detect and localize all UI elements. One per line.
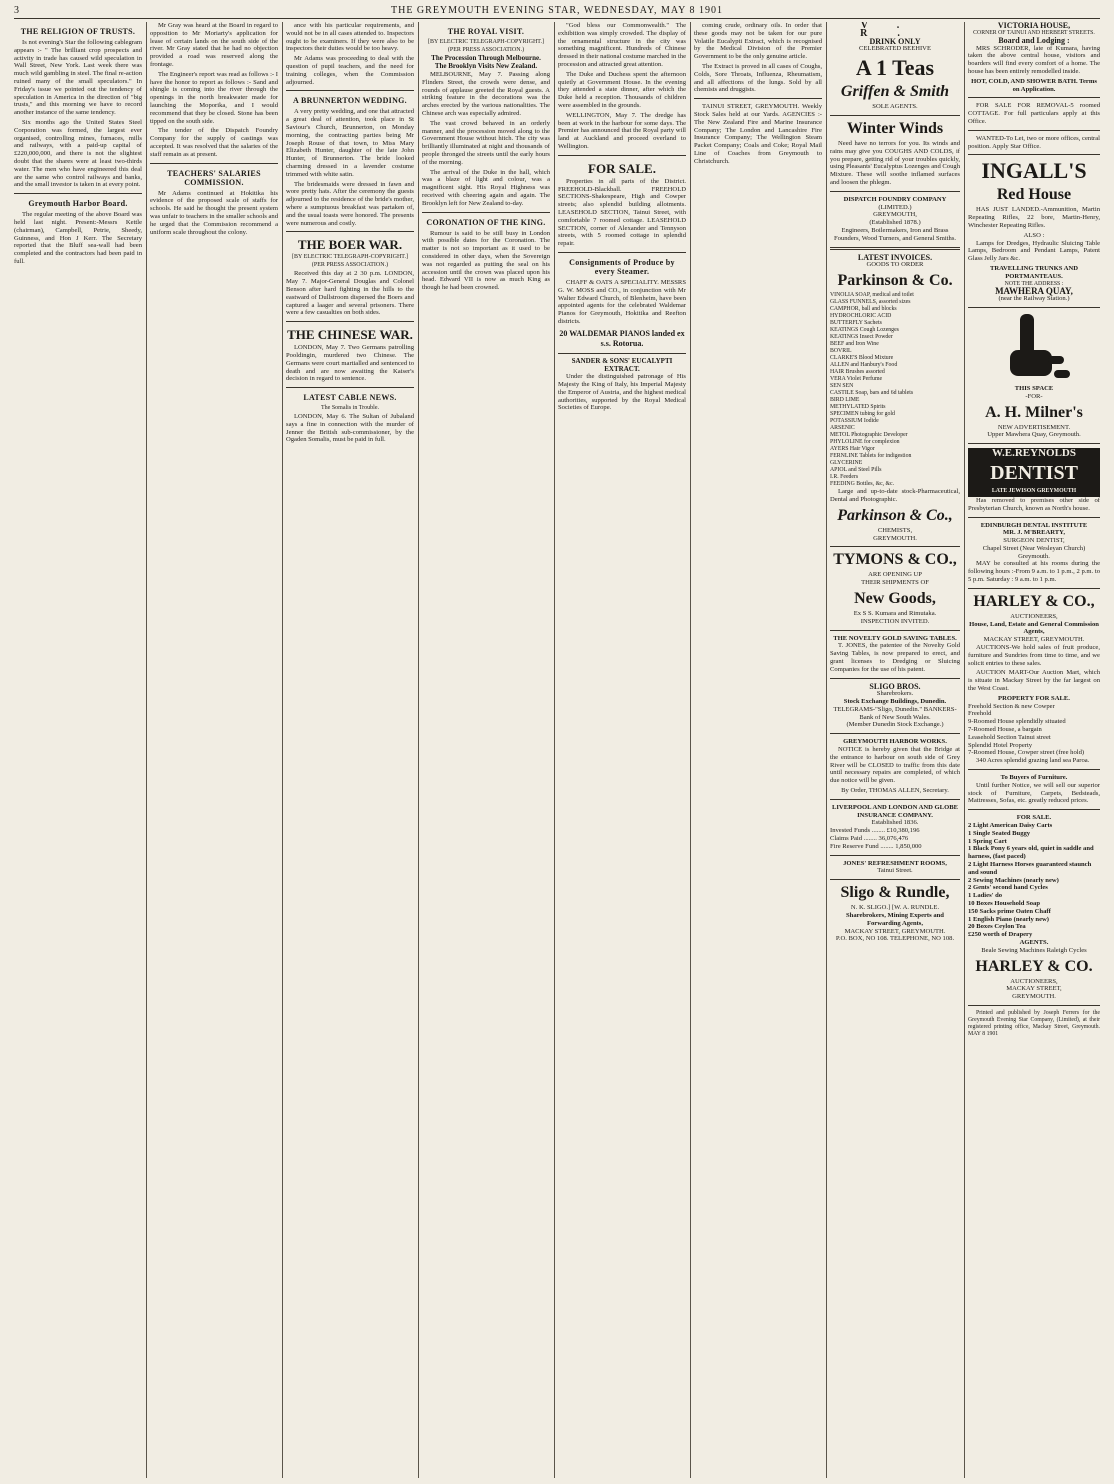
divider (968, 769, 1100, 770)
article-paragraph: "God bless our Commonwealth." The exhibition was simply crowded. The display of the ornamental structure in the city was something magnificent. Hundreds of Chinese dressed in their national costume marched in the procession and attracted great attention. (558, 22, 686, 68)
ad-line: NEW ADVERTISEMENT. (997, 423, 1071, 431)
list-item: KEATINGS Cough Lozenges (830, 327, 899, 334)
ad-line: Ex S S. Kumara and Rimutaka. (853, 609, 937, 617)
list-item: POTASSIUM Iodide (830, 418, 879, 425)
this-space-label: THIS SPACE (1014, 384, 1054, 392)
list-item: 2 Light American Daisy Carts (968, 822, 1053, 829)
column-rule (282, 22, 283, 1478)
sole-agents: SOLE AGENTS. (872, 103, 918, 111)
list-item: 10 Boxes Household Soap (968, 899, 1041, 907)
ingall-heading: INGALL'S (981, 158, 1087, 184)
list-item: I.R. Feeders (830, 474, 859, 481)
tymons-heading: TYMONS & CO., (833, 551, 957, 569)
list-item: PHYLOLINE for complexion (830, 439, 900, 446)
parkinson-chemists-heading: Parkinson & Co., (837, 506, 953, 524)
article-paragraph: The arrival of the Duke in the hall, which was a blaze of light and colour, was a magnificent sight. His Royal Highness was received with cheering again and again. The Brooklyn left for New Zealand to-day. (422, 168, 550, 207)
edinburgh-heading: EDINBURGH DENTAL INSTITUTE (980, 521, 1088, 529)
dentist-subheading: LATE JEWISON GREYMOUTH (968, 486, 1100, 497)
divider (968, 1005, 1100, 1006)
divider (968, 154, 1100, 155)
ad-line: CHEMISTS, (877, 526, 913, 534)
article-paragraph: LONDON, May 6. The Sultan of Jubaland says a fine in connection with the murder of Jenner the British sub-commissioner, by the Ogaden Somalis, must be paid in full. (286, 413, 414, 444)
ad-paragraph: 340 Acres splendid grazing land sea Paroa. (976, 757, 1090, 765)
stats-value: 36,076,476 (878, 835, 909, 843)
article-paragraph: Mr Adams was proceeding to deal with the question of pupil teachers, and the need for training colleges, when the Commission adjourned. (286, 55, 414, 86)
list-item: 7-Roomed House, Cowper street (free hold) (968, 749, 1085, 757)
ad-line: Sharebrokers, Mining Experts and Forwarding Agents, (846, 912, 944, 927)
ad-paragraph: FOR SALE FOR REMOVAL-5 roomed COTTAGE. For full particulars apply at this Office. (968, 102, 1100, 125)
list-item: 2 Gents' second hand Cycles (968, 884, 1048, 892)
ad-line: Upper Mawhera Quay, Greymouth. (987, 431, 1081, 439)
newspaper-title: THE GREYMOUTH EVENING STAR, WEDNESDAY, MAY 8 1901 (390, 5, 723, 16)
divider (968, 97, 1100, 98)
ad-line: GOODS TO ORDER (866, 261, 924, 269)
ad-paragraph: CHAFF & OATS A SPECIALITY. MESSRS G. W. MOSS and CO., in conjunction with Mr Walter Edward Church, of Blenheim, have been appointed agents for the celebrated Waldemar Pianos for Greymouth, Hokitika and Reefton districts. (558, 278, 686, 325)
tables-heading: THE NOVELTY GOLD SAVING TABLES. (833, 634, 957, 642)
invoice-list (830, 292, 960, 488)
ad-line: By Order, THOMAS ALLEN, Secretary. (841, 787, 949, 795)
list-item: CLARKE'S Blood Mixture (830, 355, 894, 362)
list-item: ARSENIC (830, 425, 855, 432)
list-item: BEEF and Iron Wine (830, 341, 879, 348)
dateline: [BY ELECTRIC TELEGRAPH-COPYRIGHT.] (427, 39, 545, 45)
stats-label: Invested Funds (830, 827, 871, 835)
divider (830, 799, 960, 800)
list-item: VINOLIA SOAP, medical and toilet (830, 292, 914, 299)
subheading: The Procession Through Melbourne. (431, 54, 541, 62)
divider (830, 115, 960, 116)
eucalypti-ad-heading: SANDER & SONS' EUCALYPTI EXTRACT. (571, 356, 673, 373)
ad-line: (Established 1878.) (869, 219, 921, 227)
piano-ad: 20 WALDEMAR PIANOS landed ex s.s. Rotorua. (559, 328, 685, 348)
ad-paragraph: Need have no terrors for you. Its winds and rains may give you COUGHS AND COLDS, if you prepare, getting rid of your troubles quickly, using Pleasants' Eucalyptus Lozenges and Cough Mixture. These will soothe inflamed surfaces and loosen the phlegm. (830, 139, 960, 186)
ad-line: -FOR- (1025, 392, 1043, 400)
mcbrearty-heading: MR. J. M'BREARTY, (1003, 529, 1065, 537)
sligo-heading: SLIGO BROS. (869, 681, 921, 691)
column-rule (146, 22, 147, 1478)
ad-line: Established 1836. (871, 819, 919, 827)
ad-line: ALSO : (1023, 231, 1045, 239)
article-heading: LATEST CABLE NEWS. (303, 393, 397, 403)
article-paragraph: A very pretty wedding, and one that attracted a great deal of attention, took place in St Saviour's Church, Brunnerton, on Monday morning, the contracting parties being Mr Joseph Rouse of that town, to Miss Mary Elizabeth Hunter, daughter of the late John Hunter, of Brunnerton. The bride looked charming dressed in a lavender costume trimmed with white satin. (286, 108, 414, 178)
article-paragraph: ance with his particular requirements, and would not be in all cases attended to. Inspectors ought to be examiners. If they were also to be inspectors their duties would be too heavy. (286, 22, 414, 53)
list-item: 1 Ladies' do (968, 892, 1003, 900)
ad-paragraph: NOTICE is hereby given that the Bridge at the entrance to harbour on south side of Grey River will be CLOSED to traffic from this date until necessary repairs are completed, of which due notice will be given. (830, 746, 960, 785)
list-item: 1 Black Pony 6 years old, quiet in saddle and harness, (fast paced) (968, 845, 1094, 861)
ad-line: TRAVELLING TRUNKS AND PORTMANTEAUS. (989, 264, 1079, 280)
dateline: (PER PRESS ASSOCIATION.) (311, 262, 389, 269)
article-heading: TEACHERS' SALARIES COMMISSION. (167, 168, 261, 187)
list-item: CAMPHOR, ball and blocks (830, 306, 897, 313)
list-item: FEEDING Bottles, &c, &c. (830, 481, 895, 488)
stats-row: Invested Funds ........ £10,380,196 (830, 827, 920, 835)
winter-winds-heading: Winter Winds (846, 119, 944, 137)
ad-heading: FOR SALE. (588, 160, 656, 176)
divider (150, 163, 278, 164)
article-heading: THE CHINESE WAR. (287, 327, 413, 343)
ad-line: MACKAY STREET, GREYMOUTH. (983, 636, 1085, 644)
column-rule (418, 22, 419, 1478)
list-item: 1 English Piano (nearly new) (968, 915, 1049, 923)
article-paragraph: The regular meeting of the above Board was held last night. Present:-Messrs Kettle (chairman), Campbell, Petrie, Sheedy, Guinness, and Hon J Kerr. The Secretary reported that the Bluff sea-wall had been completed and the contractors had been paid in full. (14, 211, 142, 265)
ad-line: THEIR SHIPMENTS OF (861, 579, 929, 587)
stats-row: Claims Paid ........ 36,076,476 (830, 835, 909, 843)
stats-row: Fire Reserve Fund ........ 1,850,000 (830, 842, 922, 850)
column-4 (422, 22, 550, 1478)
list-item: ALLEN and Hanbury's Food (830, 362, 898, 369)
list-item: Freehold Section & new Cowper (968, 702, 1055, 710)
ad-paragraph: T. JONES, the patentee of the Novelty Gold Saving Tables, is now prepared to erect, and grant licenses to Dredging or Sluicing Companies for the use of his patent. (830, 642, 960, 673)
divider (422, 212, 550, 213)
column-6 (694, 22, 822, 1478)
ad-paragraph: HAS JUST LANDED.-Ammunition, Martin Repeating Rifles, 22 bore, Martin-Henry, Winchester Repeating Rifles. (968, 206, 1100, 229)
list-item: Freehold (968, 710, 992, 718)
subheading: The Somalis in Trouble. (320, 405, 379, 412)
list-item: 2 Light Harness Horses guaranteed staunch and sound (968, 860, 1092, 876)
agents-heading: AGENTS. (1019, 938, 1049, 946)
ad-paragraph: AUCTIONS-We hold sales of fruit produce, furniture and Sundries from time to time, and we solicit entries to these sales. (968, 644, 1100, 667)
refreshment-heading: JONES' REFRESHMENT ROOMS, (843, 859, 947, 867)
article-paragraph: Six months ago the United States Steel Corporation was formed, the largest ever organised, controlling mines, furnaces, mills and railways, with a paid-up capital of £220,000,000, and there is not the slightest doubt that the shares were at least two-thirds water. The men who have engineered this deal are the same who control railways and banks, and the small investor is taken in at every point. (14, 118, 142, 189)
forsale-heading: FOR SALE. (1016, 814, 1052, 822)
list-item: BIRD LIME (830, 397, 860, 404)
ad-line: SURGEON DENTIST, (1003, 537, 1065, 545)
divider (14, 193, 142, 194)
list-item: HAIR Brushes assorted (830, 369, 885, 376)
griffen-smith: Griffen & Smith (840, 83, 950, 101)
dentist-heading: DENTIST (968, 460, 1100, 486)
article-paragraph: The bridesmaids were dressed in fawn and wore pretty hats. After the ceremony the guests adjourned to the residence of the bride's mother, where a sumptuous breakfast was partaken of, and the usual toasts were honored. The presents were numerous and costly. (286, 180, 414, 227)
article-paragraph: The Engineer's report was read as follows :- I have the honor to report as follows :- Sand and shingle is coming into the river through the openings in the north breakwater made for launching the Moporika, and I would recommend that they be closed. Stone has been tipped on the south side. (150, 70, 278, 125)
column-8 (968, 22, 1100, 1478)
ad-paragraph: Has removed to premises other side of Presbyterian Church, known as North's house. (968, 496, 1100, 512)
ad-line: ARE OPENING UP (868, 571, 922, 579)
stats-value: £10,380,196 (886, 827, 920, 835)
list-item: Splendid Hotel Property (968, 741, 1033, 749)
dateline: (PER PRESS ASSOCIATION.) (447, 47, 525, 53)
mawhera-heading: MAWHERA QUAY, (995, 285, 1073, 296)
property-list (968, 703, 1100, 758)
article-paragraph: Rumour is said to be still busy in London with possible dates for the Coronation. The matter is not so important as it used to be considered in other days, when the Sovereign was not regarded as putting the seal on his accession until the crown was placed upon his head. Edward VII is now as much King as though he had been crowned. (422, 229, 550, 292)
list-item: 150 Sacks prime Oaten Chaff (968, 907, 1051, 915)
ad-line: (LIMITED.) (878, 203, 912, 211)
ad-line: HOT, COLD, AND SHOWER BATH. Terms on Application. (971, 77, 1097, 93)
ad-line: GREYMOUTH, (873, 211, 917, 219)
article-paragraph: The tender of the Dispatch Foundry Company for the supply of castings was accepted. It was resolved that the salaries of the staff remain as at present. (150, 127, 278, 158)
divider (968, 809, 1100, 810)
divider (286, 387, 414, 388)
list-item: VERA Violet Perfume (830, 376, 883, 383)
harbor-works-heading: GREYMOUTH HARBOR WORKS. (843, 738, 947, 746)
article-paragraph: Is not evening's Star the following cablegram appears :- " The brilliant crop prospects and activity in trade has caused wild speculation in Wall Street, New York. Last week there was much wild gambling in steel. The final re-action ruined many of the small speculators." In Friday's issue we pointed out the tendency of speculation in America in the direction of "big trusts," and this morning we have to record another instance of the same tendency. (14, 39, 142, 117)
list-item: SPECIMEN tubing for gold (830, 411, 895, 418)
victoria-house-heading: VICTORIA HOUSE, (997, 22, 1071, 30)
hand-pointer-icon (968, 312, 1100, 382)
new-goods-heading: New Goods, (854, 589, 936, 607)
page-columns (14, 22, 1100, 1478)
list-item: APIOL and Steel Pills (830, 467, 882, 474)
list-item: KEATINGS Insect Powder (830, 334, 893, 341)
list-item: £250 worth of Drapery (968, 931, 1033, 939)
board-heading: Board and Lodging : (998, 35, 1070, 45)
column-rule (690, 22, 691, 1478)
divider (286, 231, 414, 232)
ad-line: N. K. SLIGO.] [W. A. RUNDLE. (850, 904, 940, 912)
beehive-label: CELEBRATED BEEHIVE (859, 45, 931, 53)
milner-heading: A. H. Milner's (985, 403, 1083, 421)
ad-paragraph: coming crude, ordinary oils. In order that these goods may not be taken for our pure Volatile Eucalypti Extract, which is recognised by the Medical Division of the Premier Government to be the only genuine article. (694, 22, 822, 61)
ad-line: AUCTIONEERS, (1010, 612, 1058, 620)
list-item: 1 Single Seated Buggy (968, 829, 1031, 837)
article-paragraph: WELLINGTON, May 7. The dredge has been at work in the harbour for some days. The Premier has announced that the Royal party will land at Auckland and proceed overland to Wellington. (558, 111, 686, 150)
ad-paragraph: Under the distinguished patronage of His Majesty the King of Italy, his Imperial Majesty the Emperor of Austria, and the highest medical authorities, supported by the Royal Medical Societies of Europe. (558, 373, 686, 412)
column-rule (826, 22, 827, 1478)
ad-paragraph: MAY be consulted at his rooms during the following hours :-From 9 a.m. to 1 p.m., 2 p.m. to 5 p.m. Saturday : 9 a.m. to 1 p.m. (968, 560, 1100, 584)
divider (968, 130, 1100, 131)
article-heading: THE RELIGION OF TRUSTS. (20, 27, 136, 36)
divider (968, 307, 1100, 308)
column-rule (964, 22, 965, 1478)
divider (286, 90, 414, 91)
column-1 (14, 22, 142, 1478)
ad-line: Engineers, Boilermakers, Iron and Brass Founders, Wood Turners, and General Smiths. (833, 226, 957, 242)
property-heading: PROPERTY FOR SALE. (998, 694, 1070, 702)
list-item: 2 Sewing Machines (nearly new) (968, 876, 1059, 884)
divider (694, 98, 822, 99)
ad-paragraph: MRS SCHRODER, late of Kumara, having taken the above central house, visitors and boarders will find every comfort of a home. The house has been entirely remodelled inside. (968, 44, 1100, 75)
harley-heading: HARLEY & CO., (973, 592, 1095, 610)
list-item: GLYCERINE (830, 460, 863, 467)
ad-paragraph: The Extract is proved in all cases of Coughs, Colds, Sore Throats, Influenza, Rheumatism, and all affections of the lungs. Sold by all chemists and druggists. (694, 62, 822, 94)
ad-line: MACKAY STREET, (1006, 985, 1062, 993)
divider (968, 517, 1100, 518)
masthead (14, 4, 1100, 19)
ad-line: NOTE THE ADDRESS : (1004, 280, 1064, 287)
buyers-heading: To Buyers of Furniture. (1000, 774, 1068, 782)
divider (558, 252, 686, 253)
imprint: Printed and published by Joseph Ferrers for the Greymouth Evening Star Company, (Limited), at their registered printing office, Mackay Street, Greymouth. MAY 8 1901 (968, 1009, 1100, 1037)
divider (830, 855, 960, 856)
list-item: 1 Spring Cart (968, 837, 1007, 845)
divider (968, 588, 1100, 589)
ad-line: House, Land, Estate and General Commission Agents, (969, 620, 1099, 636)
stats-label: Claims Paid (830, 835, 863, 843)
divider (830, 879, 960, 880)
article-paragraph: Received this day at 2 30 p.m. LONDON, May 7. Major-General Douglas and Colonel Benson after hard fighting in the hills to the eastward of Dullstroom dispersed the Boers and captured a laager and several prisoners. There were a few casualties on both sides. (286, 270, 414, 317)
list-item: GLASS FUNNELS, assorted sizes (830, 299, 911, 306)
article-paragraph: LONDON, May 7. Two Germans patrolling Pooldingin, murdered two Chinese. The Germans were court martialled and sentenced to death and are now awaiting the Kaiser's decision in regard to sentence. (286, 344, 414, 383)
vr-heading: V. R. (860, 22, 930, 39)
ad-line: MACKAY STREET, GREYMOUTH. (844, 927, 946, 935)
page-number: 3 (14, 5, 20, 16)
list-item: 9-Roomed House splendidly situated (968, 718, 1066, 726)
list-item: 20 Boxes Ceylon Tea (968, 923, 1026, 931)
list-item: METOL Photographic Developer (830, 432, 908, 439)
sligo-rundle-heading: Sligo & Rundle, (840, 884, 950, 902)
reynolds-heading: W.E.REYNOLDS (968, 448, 1100, 460)
divider (558, 155, 686, 156)
list-item: BUTTERFLY Sachets (830, 320, 882, 327)
list-item: METHYLATED Spirits (830, 404, 886, 411)
column-2 (150, 22, 278, 1478)
article-paragraph: The Duke and Duchess spent the afternoon quietly at Government House. In the evening they attended a state dinner, after which the Duke held a reception. Thousands of children were assembled in the grounds. (558, 70, 686, 109)
article-heading: THE ROYAL VISIT. (447, 27, 525, 36)
column-5 (558, 22, 686, 1478)
teas-heading: A 1 Teas (855, 55, 935, 81)
ad-paragraph: Large and up-to-date stock-Pharmaceutical, Dental and Photographic. (830, 488, 960, 503)
insurance-heading: LIVERPOOL AND LONDON AND GLOBE INSURANCE COMPANY. (831, 803, 959, 819)
ad-paragraph: TAINUI STREET, GREYMOUTH. Weekly Stock Sales held at our Yards. AGENCIES :-The New Zealand Fire and Marine Insurance Company; The London and Lancashire Fire Insurance Company; The Wellington Steam Packet Company; Coals and Coke; Royal Mail Line of Coaches from Greymouth to Christchurch. (694, 103, 822, 165)
ad-line: AUCTIONEERS, (1010, 977, 1058, 985)
divider (830, 678, 960, 679)
divider (830, 191, 960, 192)
column-rule (554, 22, 555, 1478)
article-paragraph: The vast crowd behaved in an orderly manner, and the procession moved along to the Government House without hitch. The city was brilliantly illuminated at night and thousands of people thronged the streets until the early hours of the morning. (422, 119, 550, 166)
harley-heading: HARLEY & CO. (975, 957, 1093, 975)
ad-line: (near the Railway Station.) (998, 295, 1070, 303)
article-heading: CORONATION OF THE KING. (426, 217, 546, 227)
subheading: The Brooklyn Visits New Zealand. (434, 62, 538, 70)
divider (830, 630, 960, 631)
drink-only: DRINK ONLY (869, 36, 921, 46)
ad-paragraph: Until further Notice, we will sell our superior stock of Furniture, Carpets, Bedsteads, Mattresses, Sofas, etc. greatly reduced prices. (968, 781, 1100, 805)
article-heading: THE BOER WAR. (297, 237, 403, 253)
list-item: HYDROCHLORIC ACID (830, 313, 892, 320)
ad-line: Chapel Street (Near Wesleyan Church) Greymouth. (982, 544, 1086, 560)
ad-paragraph: WANTED-To Let, two or more offices, central position. Apply Star Office. (968, 134, 1100, 150)
ad-heading: Consignments of Produce by every Steamer. (569, 257, 675, 276)
ad-line: P.O. BOX, NO 108. TELEPHONE, NO 108. (835, 935, 955, 943)
ad-line: GREYMOUTH. (873, 534, 917, 542)
list-item: BOVRIL (830, 348, 852, 355)
ad-line: Stock Exchange Buildings, Dunedin. (843, 698, 947, 706)
invoices-heading: LATEST INVOICES. (857, 252, 933, 262)
divider (558, 353, 686, 354)
divider (830, 546, 960, 547)
article-heading: Greymouth Harbor Board. (28, 199, 128, 209)
ad-paragraph: AUCTION MART-Our Auction Mart, which is situate in Mackay Street by the far largest on the West Coast. (968, 669, 1100, 693)
list-item: Leasehold Section Tainui street (968, 733, 1051, 741)
stats-value: 1,850,000 (895, 842, 922, 850)
ad-paragraph: Lamps for Dredges, Hydraulic Sluicing Table Lamps, Bedroom and Pendant Lamps, Patent Glass Jelly Jars &c. (968, 239, 1100, 263)
ad-line: CORNER OF TAINUI AND HERBERT STREETS. (973, 29, 1095, 36)
list-item: AYERS Hair Vigor (830, 446, 875, 453)
ad-line: TELEGRAMS-"Sligo, Dunedin." BANKERS-Bank of New South Wales. (833, 705, 957, 721)
ad-line: (Member Dunedin Stock Exchange.) (846, 721, 944, 729)
divider (830, 247, 960, 250)
list-item: CASTILE Soap, bars and 6d tablets (830, 390, 914, 397)
divider (830, 733, 960, 734)
article-paragraph: Mr Adams continued at Hokitika his evidence of the proposed scale of staffs for schools. He said he thought the present system was unfair to teachers in the smaller schools and he urged that the Commission recommend a uniform scale throughout the colony. (150, 189, 278, 236)
list-item: 7-Roomed House, a bargain (968, 726, 1042, 734)
article-heading: A BRUNNERTON WEDDING. (293, 96, 407, 106)
parkinson-heading: Parkinson & Co. (837, 272, 953, 290)
article-paragraph: MELBOURNE, May 7. Passing along Flinders Street, the crowds were dense, and rounds of applause greeted the Royal guests. A striking feature in the decorations was the arches erected by the various nationalities. The Chinese arch was especially admired. (422, 71, 550, 117)
column-3 (286, 22, 414, 1478)
ad-line: Tainui Street. (877, 867, 913, 875)
ad-paragraph: Properties in all parts of the District. FREEHOLD-Blackball. FREEHOLD SECTIONS-Shakespeare, High and Cowper streets; also splendid building allotments. LEASEHOLD SECTION, Tainui Street, with comfortable 7 roomed cottage. LEASEHOLD SECTION, corner of Alexander and Tennyson streets, with 5 roomed cottage in splendid repair. (558, 177, 686, 248)
divider (286, 321, 414, 322)
stats-label: Fire Reserve Fund (830, 842, 879, 850)
ad-line: Beale Sewing Machines Raleigh Cycles (981, 946, 1087, 954)
list-item: SEN SEN (830, 383, 854, 390)
divider (968, 443, 1100, 444)
list-item: FERNLINE Tablets for indigestion (830, 453, 912, 460)
red-house-heading: Red House (996, 186, 1072, 204)
ad-line: Sharebrokers. (876, 690, 914, 698)
forsale-list (968, 822, 1100, 939)
ad-line: INSPECTION INVITED. (860, 617, 930, 625)
ad-line: GREYMOUTH. (1012, 993, 1056, 1001)
dispatch-foundry-heading: DISPATCH FOUNDRY COMPANY (843, 195, 947, 203)
article-paragraph: Mr Gray was heard at the Board in regard to opposition to Mr Moriarty's application for lease of certain lands on the south side of the river. Mr Gray stated that he had no objection provided a road was reserved along the frontage. (150, 22, 278, 68)
column-7 (830, 22, 960, 1478)
dateline: [BY ELECTRIC TELEGRAPH-COPYRIGHT.] (291, 254, 409, 261)
